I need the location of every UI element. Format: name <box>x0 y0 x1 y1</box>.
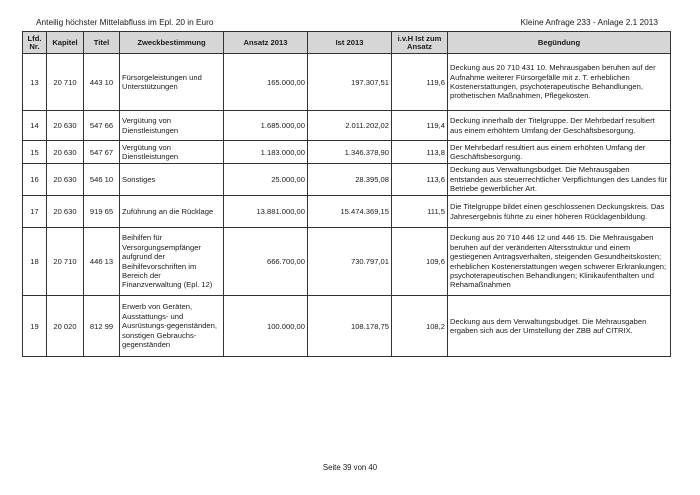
cell-kapitel: 20 630 <box>47 164 84 196</box>
table-row <box>23 296 671 357</box>
col-header-kapitel: Kapitel <box>47 32 84 54</box>
cell-begruendung: Die Titelgruppe bildet einen geschlossenen Deckungskreis. Das Jahresergebnis führte zu einer höheren Rücklagenbildung. <box>448 196 671 228</box>
document-subject: Anteilig höchster Mittelabfluss im Epl. 20 in Euro <box>36 17 214 27</box>
cell-ist: 730.797,01 <box>308 228 392 296</box>
cell-ivh: 111,5 <box>392 196 448 228</box>
cell-ansatz: 1.183.000,00 <box>224 141 308 164</box>
cell-lfd: 15 <box>23 141 47 164</box>
cell-ivh: 119,6 <box>392 54 448 111</box>
cell-titel: 546 10 <box>84 164 120 196</box>
cell-ansatz: 666.700,00 <box>224 228 308 296</box>
cell-titel: 547 66 <box>84 111 120 141</box>
cell-lfd: 14 <box>23 111 47 141</box>
cell-lfd: 16 <box>23 164 47 196</box>
cell-begruendung: Der Mehrbedarf resultiert aus einem erhöhten Umfang der Geschäftsbesorgung. <box>448 141 671 164</box>
cell-lfd: 19 <box>23 296 47 357</box>
cell-zweck: Sonstiges <box>120 164 224 196</box>
cell-kapitel: 20 020 <box>47 296 84 357</box>
cell-ist: 2.011.202,02 <box>308 111 392 141</box>
cell-begruendung: Deckung innerhalb der Titelgruppe. Der Mehrbedarf resultiert aus einem erhöhtem Umfang der Geschäftsbesorgung. <box>448 111 671 141</box>
cell-begruendung: Deckung aus dem Verwaltungsbudget. Die Mehrausgaben ergaben sich aus der Umstellung der ZBB auf CITRIX. <box>448 296 671 357</box>
cell-begruendung: Deckung aus 20 710 431 10. Mehrausgaben beruhen auf der Aufnahme weiterer Fürsorgefälle mit z. T. erheblichen Kostenerstattungen, psychoterapeutische Behandlungen, prothetischen Maßnahmen, Pflegekosten. <box>448 54 671 111</box>
cell-zweck: Zuführung an die Rücklage <box>120 196 224 228</box>
col-header-ivh: i.v.H Ist zum Ansatz <box>392 32 448 54</box>
table-header-row <box>23 32 671 54</box>
expenditure-table <box>22 31 671 357</box>
cell-zweck: Fürsorgeleistungen und Unterstützungen <box>120 54 224 111</box>
cell-ist: 28.395,08 <box>308 164 392 196</box>
cell-ivh: 108,2 <box>392 296 448 357</box>
cell-titel: 547 67 <box>84 141 120 164</box>
cell-begruendung: Deckung aus 20 710 446 12 und 446 15. Die Mehrausgaben beruhen auf der veränderten Altersstruktur und einem gestiegenen Antragsverhalten, steigenden Gesundheitskosten; erheblichen Kostenerstattungen wegen schwerer Erkrankungen; psychoterapeutischen Behandlungen; Klinikaufenthalten und Rehamaßnahmen <box>448 228 671 296</box>
col-header-titel: Titel <box>84 32 120 54</box>
cell-kapitel: 20 710 <box>47 54 84 111</box>
col-header-lfd: Lfd. Nr. <box>23 32 47 54</box>
cell-ist: 197.307,51 <box>308 54 392 111</box>
cell-titel: 443 10 <box>84 54 120 111</box>
cell-begruendung: Deckung aus Verwaltungsbudget. Die Mehrausgaben entstanden aus steuerrechtlicher Verpflichtungen des Landes für Betriebe gewerblicher Art. <box>448 164 671 196</box>
page-number: Seite 39 von 40 <box>322 463 378 472</box>
cell-lfd: 18 <box>23 228 47 296</box>
col-header-ist: Ist 2013 <box>308 32 392 54</box>
cell-titel: 812 99 <box>84 296 120 357</box>
table-row <box>23 111 671 141</box>
col-header-begruendung: Begündung <box>448 32 671 54</box>
cell-ansatz: 13.881.000,00 <box>224 196 308 228</box>
table-row <box>23 141 671 164</box>
table-row <box>23 228 671 296</box>
cell-zweck: Vergütung von Dienstleistungen <box>120 141 224 164</box>
cell-kapitel: 20 630 <box>47 196 84 228</box>
cell-lfd: 17 <box>23 196 47 228</box>
cell-lfd: 13 <box>23 54 47 111</box>
cell-kapitel: 20 710 <box>47 228 84 296</box>
cell-ansatz: 100.000,00 <box>224 296 308 357</box>
cell-titel: 446 13 <box>84 228 120 296</box>
cell-kapitel: 20 630 <box>47 111 84 141</box>
cell-ist: 1.346.378,90 <box>308 141 392 164</box>
col-header-zweck: Zweckbestimmung <box>120 32 224 54</box>
cell-ansatz: 1.685.000,00 <box>224 111 308 141</box>
cell-ivh: 119,4 <box>392 111 448 141</box>
document-reference: Kleine Anfrage 233 - Anlage 2.1 2013 <box>520 17 658 27</box>
cell-kapitel: 20 630 <box>47 141 84 164</box>
col-header-ansatz: Ansatz 2013 <box>224 32 308 54</box>
cell-zweck: Vergütung von Dienstleistungen <box>120 111 224 141</box>
cell-ansatz: 165.000,00 <box>224 54 308 111</box>
table-row <box>23 164 671 196</box>
cell-titel: 919 65 <box>84 196 120 228</box>
table-row <box>23 54 671 111</box>
cell-zweck: Beihilfen für Versorgungsempfänger aufgrund der Beihilfevorschriften im Bereich der Finanzverwaltung (Epl. 12) <box>120 228 224 296</box>
cell-ivh: 113,6 <box>392 164 448 196</box>
cell-ansatz: 25.000,00 <box>224 164 308 196</box>
cell-ivh: 109,6 <box>392 228 448 296</box>
cell-ist: 108.178,75 <box>308 296 392 357</box>
cell-zweck: Erwerb von Geräten, Ausstattungs- und Ausrüstungs-gegenständen, sonstigen Gebrauchs-gegenständen <box>120 296 224 357</box>
cell-ivh: 113,8 <box>392 141 448 164</box>
table-row <box>23 196 671 228</box>
cell-ist: 15.474.369,15 <box>308 196 392 228</box>
